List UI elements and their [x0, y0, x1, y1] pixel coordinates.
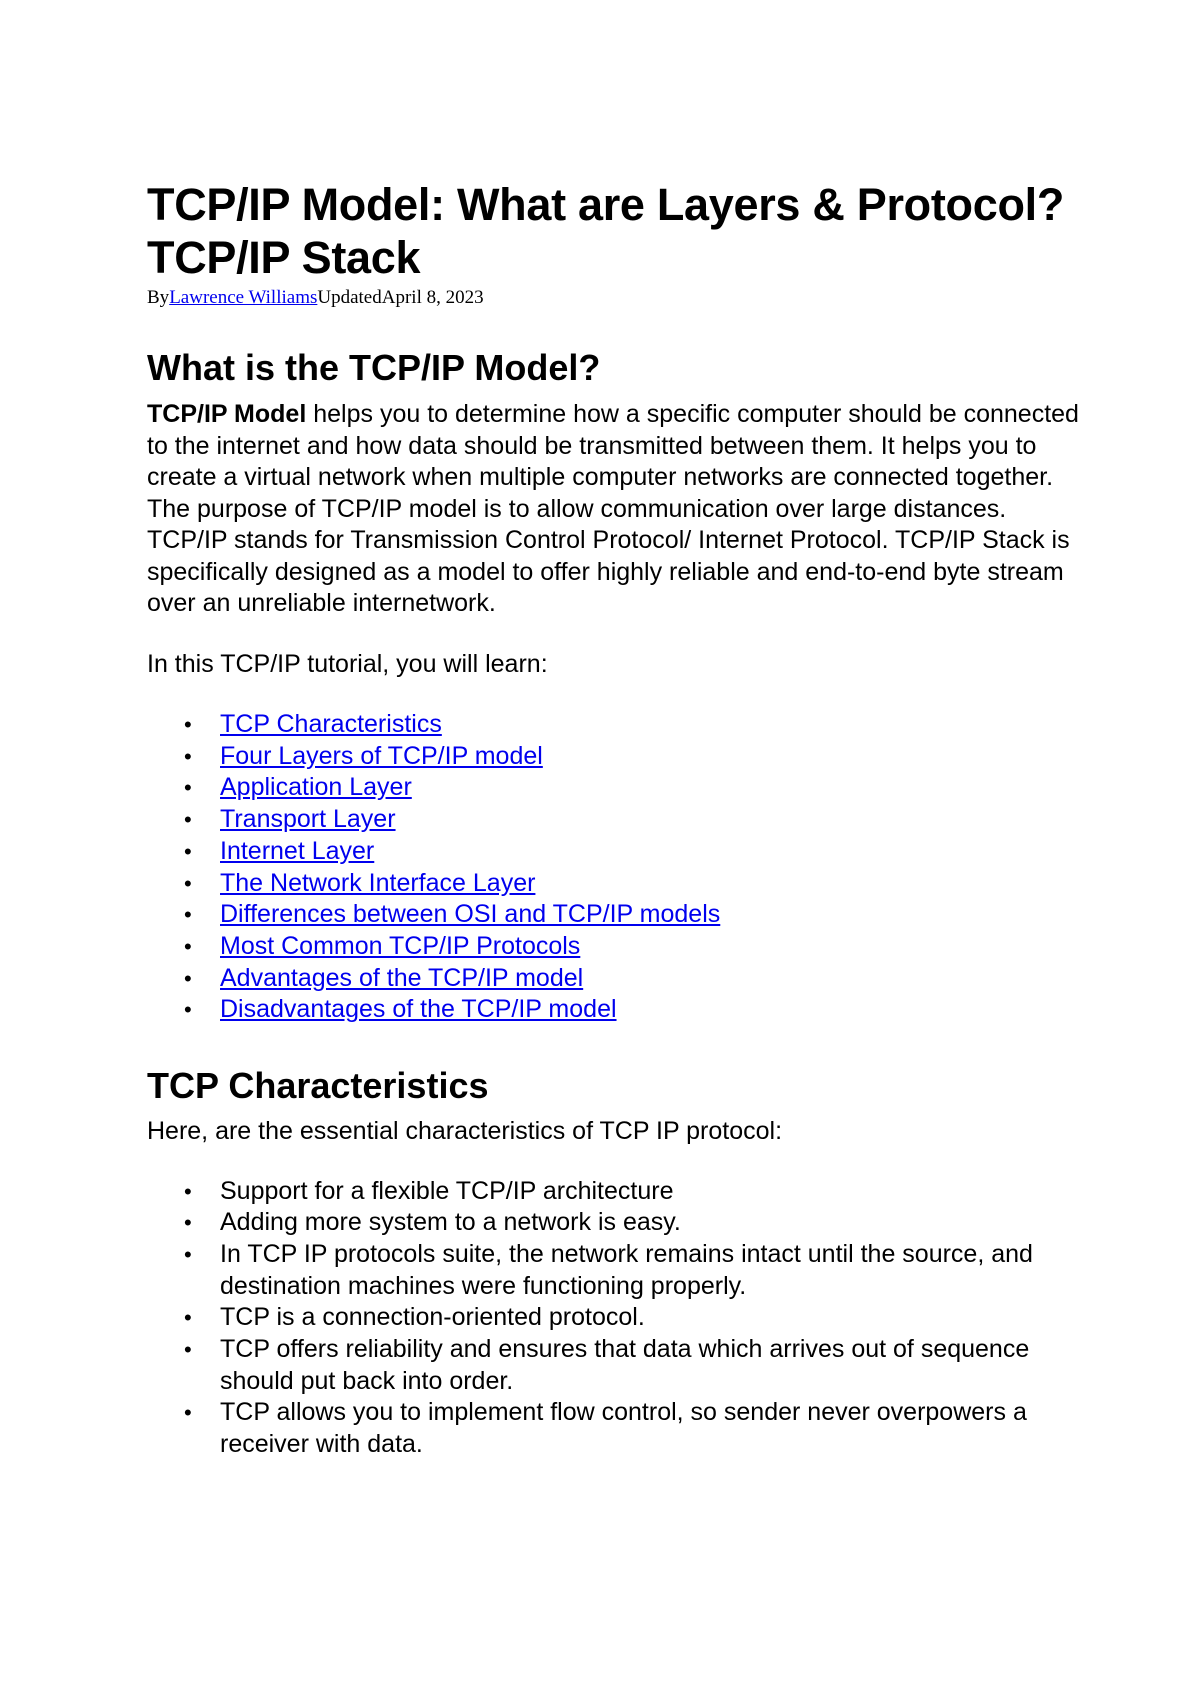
- toc-item: [184, 931, 1087, 963]
- toc-link-transport-layer[interactable]: Transport Layer: [220, 805, 396, 834]
- characteristics-intro: Here, are the essential characteristics of TCP IP protocol:: [147, 1117, 783, 1146]
- toc-link-disadvantages[interactable]: Disadvantages of the TCP/IP model: [220, 995, 617, 1024]
- page-title: TCP/IP Model: What are Layers & Protocol? TCP/IP Stack: [147, 179, 1065, 283]
- bullet-icon: •: [184, 1178, 192, 1204]
- definition-paragraph: TCP/IP stands for Transmission Control Protocol/ Internet Protocol. TCP/IP Stack is specifically designed as a model to offer highly reliable and end-to-end byte stream over an unreliable internetwork.: [147, 526, 1070, 617]
- bullet-icon: •: [184, 743, 192, 769]
- toc-item: [184, 772, 1087, 804]
- list-item-text: Support for a flexible TCP/IP architecture: [220, 1176, 674, 1205]
- list-item-text: Adding more system to a network is easy.: [220, 1208, 681, 1237]
- byline-updated-label: Updated: [317, 287, 382, 308]
- toc-item: [184, 804, 1087, 836]
- list-item: [184, 1397, 1087, 1460]
- characteristics-list: [147, 1176, 1087, 1461]
- toc-link-network-interface-layer[interactable]: The Network Interface Layer: [220, 868, 536, 897]
- list-item-text: TCP is a connection-oriented protocol.: [220, 1303, 645, 1332]
- list-item: [184, 1176, 1087, 1208]
- author-link[interactable]: Lawrence Williams: [169, 287, 318, 308]
- byline-by-label: By: [147, 287, 170, 308]
- intro-paragraph: [147, 399, 1087, 525]
- list-item: [184, 1207, 1087, 1239]
- list-item: [184, 1239, 1087, 1302]
- toc-link-internet-layer[interactable]: Internet Layer: [220, 836, 375, 865]
- toc-item: [184, 709, 1087, 741]
- toc-item: [184, 836, 1087, 868]
- bullet-icon: •: [184, 965, 192, 991]
- toc-link-tcp-characteristics[interactable]: TCP Characteristics: [220, 710, 442, 738]
- list-item: [184, 1302, 1087, 1334]
- toc-item: [184, 994, 1087, 1026]
- bullet-icon: •: [184, 997, 192, 1023]
- bullet-icon: •: [184, 1241, 192, 1267]
- bullet-icon: •: [184, 807, 192, 833]
- list-item: [184, 1334, 1087, 1397]
- table-of-contents: [147, 709, 1087, 1026]
- toc-item: [184, 741, 1087, 773]
- toc-link-common-protocols[interactable]: Most Common TCP/IP Protocols: [220, 931, 581, 960]
- toc-item: [184, 899, 1087, 931]
- toc-item: [184, 963, 1087, 995]
- learn-intro: In this TCP/IP tutorial, you will learn:: [147, 649, 548, 678]
- byline: [147, 286, 1087, 310]
- bullet-icon: •: [184, 933, 192, 959]
- list-item-text: TCP offers reliability and ensures that data which arrives out of sequence should put back into order.: [220, 1335, 1030, 1395]
- toc-link-four-layers[interactable]: Four Layers of TCP/IP model: [220, 741, 543, 770]
- bullet-icon: •: [184, 775, 192, 801]
- byline-date: April 8, 2023: [381, 287, 484, 308]
- bullet-icon: •: [184, 1400, 192, 1426]
- bullet-icon: •: [184, 1305, 192, 1331]
- bullet-icon: •: [184, 902, 192, 928]
- toc-item: [184, 868, 1087, 900]
- toc-link-osi-differences[interactable]: Differences between OSI and TCP/IP models: [220, 900, 721, 929]
- intro-text: helps you to determine how a specific computer should be connected to the internet and how data should be transmitted between them. It helps you to create a virtual network when multiple computer networks are connected together. The purpose of TCP/IP model is to allow communication over large distances.: [147, 400, 1079, 523]
- bullet-icon: •: [184, 1337, 192, 1363]
- bullet-icon: •: [184, 838, 192, 864]
- bullet-icon: •: [184, 870, 192, 896]
- list-item-text: In TCP IP protocols suite, the network remains intact until the source, and destination machines were functioning properly.: [220, 1239, 1033, 1300]
- bullet-icon: •: [184, 1210, 192, 1236]
- article: [147, 178, 1087, 1461]
- toc-link-application-layer[interactable]: Application Layer: [220, 773, 412, 802]
- toc-link-advantages[interactable]: Advantages of the TCP/IP model: [220, 963, 584, 992]
- list-item-text: TCP allows you to implement flow control, so sender never overpowers a receiver with data.: [220, 1398, 1027, 1459]
- intro-bold-term: TCP/IP Model: [147, 400, 307, 428]
- bullet-icon: •: [184, 712, 192, 737]
- section-heading-tcp-characteristics: TCP Characteristics: [147, 1065, 489, 1107]
- section-heading-what-is: What is the TCP/IP Model?: [147, 347, 601, 388]
